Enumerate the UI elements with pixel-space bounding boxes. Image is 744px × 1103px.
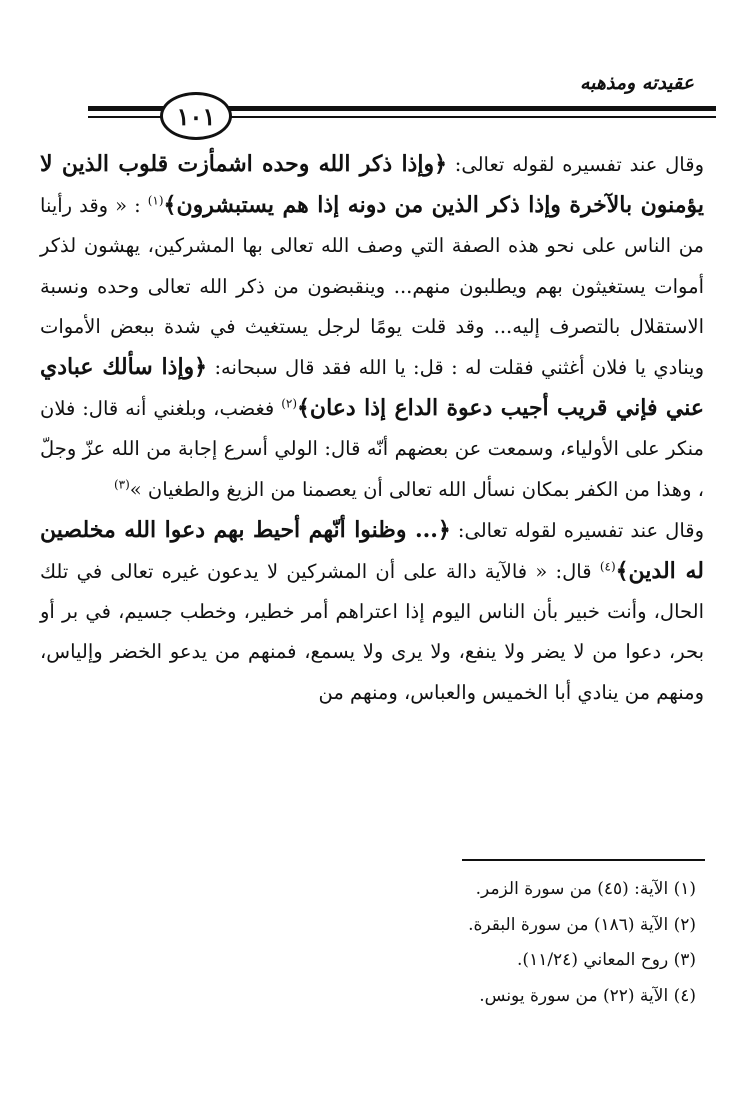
footnote-item: (٣) روح المعاني (١١/٢٤).	[517, 950, 696, 970]
paragraph	[40, 510, 704, 713]
footnote-item: (٢) الآية (١٨٦) من سورة البقرة.	[468, 914, 696, 935]
paragraph	[40, 144, 704, 510]
page-number: ١٠١	[160, 92, 232, 140]
running-head: عقيدته ومذهبه	[579, 72, 694, 94]
footnote-ref: (٣)	[113, 477, 130, 492]
quran-verse: ﴿وإذا سألك عبادي عني فإني قريب أجيب دعوة الداع إذا دعان﴾	[40, 354, 705, 422]
paragraph-text: قال: « فالآية دالة على أن المشركين لا يدعون غيره تعالى في تلك الحال، وأنت خبير بأن الناس اليوم إذا اعتراهم أمر خطير، وخطب جسيم، في بر أو بحر، دعوا من لا يضر ولا ينفع، ولا يرى ولا يسمع، فمنهم من يدعو الخضر وإلياس، ومنهم من ينادي أبا الخميس والعباس، ومنهم من	[40, 560, 704, 704]
body-text	[40, 144, 704, 713]
quran-verse: ﴿... وظنوا أنّهم أحيط بهم دعوا الله مخلصين له الدين﴾	[40, 516, 705, 585]
paragraph-text: فغضب، وبلغني أنه قال: فلان منكر على الأولياء، وسمعت عن بعضهم أنّه قال: الولي أسرع إجابة من الله عزّ وجلّ ، وهذا من الكفر بمكان نسأل الله تعالى أن يعصمنا من الزيغ والطغيان »	[40, 397, 704, 501]
paragraph-text: وقال عند تفسيره لقوله تعالى:	[450, 518, 704, 542]
paragraph-text: : « وقد رأينا من الناس على نحو هذه الصفة التي وصف الله تعالى بها المشركين، يهشون لذكر أموات يستغيثون بهم ويطلبون منهم... وينقبضون من ذكر الله تعالى وحده ونسبة الاستقلال بالتصرف إليه... وقد قلت يومًا لرجل يستغيث في شدة ببعض الأموات وينادي يا فلان أغثني فقلت له : قل: يا الله فقد قال سبحانه:	[40, 194, 704, 380]
paragraph-text: وقال عند تفسيره لقوله تعالى:	[446, 153, 704, 176]
footnote-item: (١) الآية: (٤٥) من سورة الزمر.	[475, 879, 696, 899]
footnote-rule	[462, 859, 705, 861]
footnotes	[468, 872, 696, 1014]
footnote-ref: (١)	[147, 193, 164, 208]
footnote-ref: (٤)	[599, 559, 616, 574]
quran-verse: ﴿وإذا ذكر الله وحده اشمأزت قلوب الذين لا يؤمنون بالآخرة وإذا ذكر الذين من دونه إذا هم يستبشرون﴾	[40, 151, 704, 219]
footnote-ref: (٢)	[281, 396, 298, 411]
footnote-item: (٤) الآية (٢٢) من سورة يونس.	[479, 985, 696, 1006]
